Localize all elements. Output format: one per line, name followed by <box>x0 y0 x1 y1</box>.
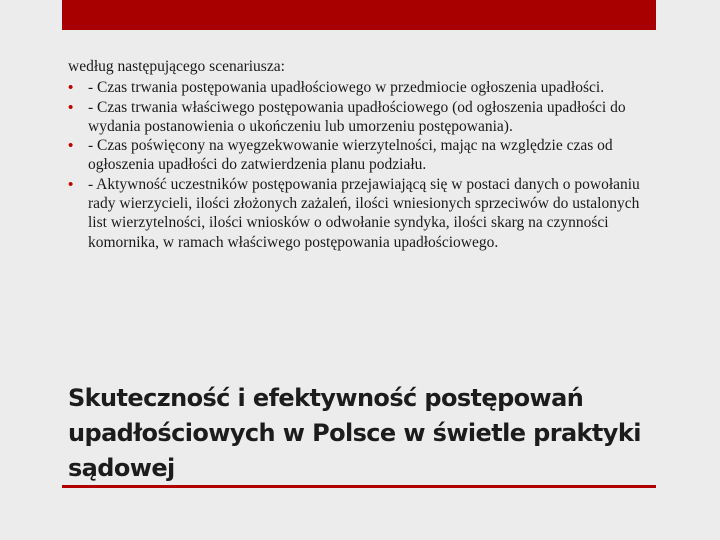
top-accent-bar <box>62 0 656 30</box>
bullet-icon: • <box>68 175 74 193</box>
bullet-icon: • <box>68 79 74 97</box>
slide-title: Skuteczność i efektywność postępowań upadłościowych w Polsce w świetle praktyki sądowej <box>68 384 641 482</box>
list-item <box>68 98 658 137</box>
bullet-text: - Czas poświęcony na wyegzekwowanie wierzytelności, mając na względzie czas od ogłoszenia upadłości do zatwierdzenia planu podziału. <box>88 137 613 174</box>
title-underline <box>62 485 656 488</box>
list-item <box>68 78 658 97</box>
bullet-text: - Aktywność uczestników postępowania przejawiającą się w postaci danych o powołaniu rady wierzycieli, ilości złożonych zażaleń, ilości wniesionych sprzeciwów do ustalonych list wierzytelności, ilości wniosków o odwołanie syndyka, ilości skarg na czynności komornika, w ramach właściwego postępowania upadłościowego. <box>88 175 640 251</box>
intro-line: według następującego scenariusza: <box>68 58 285 75</box>
body-text <box>68 57 658 252</box>
bullet-list <box>68 78 658 252</box>
bullet-text: - Czas trwania właściwego postępowania upadłościowego (od ogłoszenia upadłości do wydania postanowienia o ukończeniu lub umorzeniu postępowania). <box>88 98 626 135</box>
bullet-icon: • <box>68 98 74 116</box>
bullet-text: - Czas trwania postępowania upadłościowego w przedmiocie ogłoszenia upadłości. <box>88 79 605 97</box>
list-item <box>68 136 658 175</box>
list-item <box>68 175 658 252</box>
bullet-icon: • <box>68 137 74 155</box>
